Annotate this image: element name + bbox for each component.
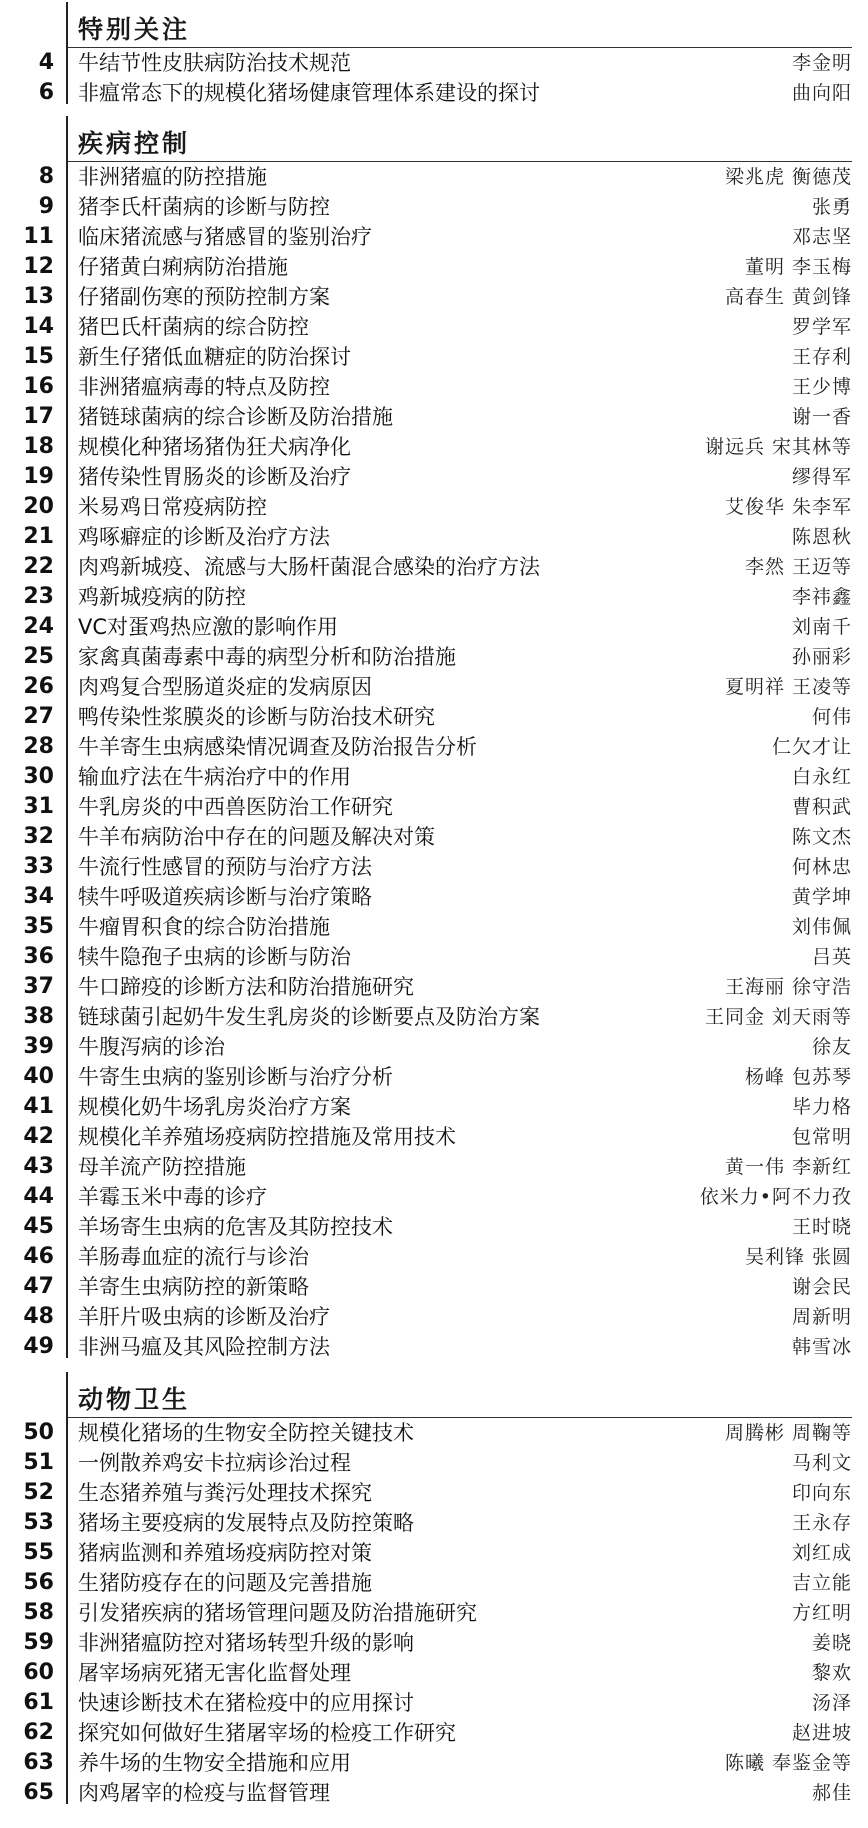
page-number: 6 <box>38 80 54 105</box>
page-number: 51 <box>23 1450 54 1475</box>
article-title: VC对蛋鸡热应激的影响作用 <box>78 615 339 639</box>
page-number: 47 <box>23 1274 54 1299</box>
toc-entry[interactable] <box>0 642 868 672</box>
article-title: 规模化种猪场猪伪狂犬病净化 <box>78 435 351 459</box>
page-number: 26 <box>23 674 54 699</box>
article-author: 梁兆虎 衡德茂 <box>724 166 852 188</box>
article-title: 快速诊断技术在猪检疫中的应用探讨 <box>78 1691 414 1715</box>
article-author: 马利文 <box>791 1452 852 1474</box>
article-title: 非洲猪瘟病毒的特点及防控 <box>78 375 330 399</box>
page-number: 41 <box>23 1094 54 1119</box>
toc-entry[interactable] <box>0 462 868 492</box>
section-header <box>0 0 868 48</box>
article-title: 牛腹泻病的诊治 <box>78 1035 225 1059</box>
article-title: 猪链球菌病的综合诊断及防治措施 <box>78 405 393 429</box>
page-number: 40 <box>23 1064 54 1089</box>
toc-entry[interactable] <box>0 1478 868 1508</box>
article-title: 引发猪疾病的猪场管理问题及防治措施研究 <box>78 1601 477 1625</box>
page-number: 49 <box>23 1334 54 1359</box>
article-author: 王海丽 徐守浩 <box>724 976 852 998</box>
article-title: 家禽真菌毒素中毒的病型分析和防治措施 <box>78 645 456 669</box>
article-author: 刘南千 <box>791 616 852 638</box>
toc-entry[interactable] <box>0 282 868 312</box>
toc-entry[interactable] <box>0 1598 868 1628</box>
article-title: 猪病监测和养殖场疫病防控对策 <box>78 1541 372 1565</box>
article-author: 周新明 <box>791 1306 852 1328</box>
article-author: 李金明 <box>791 52 852 74</box>
toc-section <box>0 0 868 108</box>
article-title: 牛瘤胃积食的综合防治措施 <box>78 915 330 939</box>
toc-entry[interactable] <box>0 78 868 108</box>
article-author: 谢远兵 宋其林等 <box>704 436 852 458</box>
toc-section <box>0 108 868 1362</box>
toc-entry[interactable] <box>0 372 868 402</box>
toc-entry[interactable] <box>0 1302 868 1332</box>
toc-entry[interactable] <box>0 1448 868 1478</box>
article-author: 夏明祥 王凌等 <box>724 676 852 698</box>
page-number: 24 <box>23 614 54 639</box>
article-author: 艾俊华 朱李军 <box>724 496 852 518</box>
article-title: 鸡新城疫病的防控 <box>78 585 246 609</box>
article-title: 输血疗法在牛病治疗中的作用 <box>78 765 351 789</box>
article-author: 黄一伟 李新红 <box>724 1156 852 1178</box>
article-title: 肉鸡新城疫、流感与大肠杆菌混合感染的治疗方法 <box>78 555 540 579</box>
article-author: 李祎鑫 <box>791 586 852 608</box>
page-number: 16 <box>23 374 54 399</box>
toc-entry[interactable] <box>0 1212 868 1242</box>
section-entries <box>0 1418 868 1808</box>
page-number: 62 <box>23 1720 54 1745</box>
toc-entry[interactable] <box>0 582 868 612</box>
article-title: 牛寄生虫病的鉴别诊断与治疗分析 <box>78 1065 393 1089</box>
toc-entry[interactable] <box>0 1272 868 1302</box>
toc-entry[interactable] <box>0 1182 868 1212</box>
article-title: 羊肠毒血症的流行与诊治 <box>78 1245 309 1269</box>
page-number: 15 <box>23 344 54 369</box>
toc-entry[interactable] <box>0 1242 868 1272</box>
article-title: 牛羊布病防治中存在的问题及解决对策 <box>78 825 435 849</box>
article-author: 吉立能 <box>791 1572 852 1594</box>
article-title: 羊场寄生虫病的危害及其防控技术 <box>78 1215 393 1239</box>
page-number: 27 <box>23 704 54 729</box>
toc-entry[interactable] <box>0 1032 868 1062</box>
article-author: 王同金 刘天雨等 <box>704 1006 852 1028</box>
article-author: 姜晓 <box>811 1632 852 1654</box>
article-title: 临床猪流感与猪感冒的鉴别治疗 <box>78 225 372 249</box>
page-number: 35 <box>23 914 54 939</box>
article-author: 李然 王迈等 <box>744 556 852 578</box>
toc-entry[interactable] <box>0 1508 868 1538</box>
toc-entry[interactable] <box>0 972 868 1002</box>
article-title: 鸡啄癖症的诊断及治疗方法 <box>78 525 330 549</box>
article-author: 曲向阳 <box>791 82 852 104</box>
article-author: 吕英 <box>811 946 852 968</box>
page-number: 45 <box>23 1214 54 1239</box>
toc-entry[interactable] <box>0 732 868 762</box>
page-number: 4 <box>38 50 54 75</box>
toc-entry[interactable] <box>0 1152 868 1182</box>
page-number: 39 <box>23 1034 54 1059</box>
page-number: 60 <box>23 1660 54 1685</box>
page-number: 43 <box>23 1154 54 1179</box>
page-number: 44 <box>23 1184 54 1209</box>
page-number: 56 <box>23 1570 54 1595</box>
toc-entry[interactable] <box>0 1062 868 1092</box>
toc-entry[interactable] <box>0 1418 868 1448</box>
toc-entry[interactable] <box>0 492 868 522</box>
toc-entry[interactable] <box>0 1688 868 1718</box>
page-number: 65 <box>23 1780 54 1805</box>
page-number: 8 <box>38 164 54 189</box>
article-author: 赵进坡 <box>791 1722 852 1744</box>
article-author: 依米力•阿不力孜 <box>699 1186 852 1208</box>
article-author: 毕力格 <box>791 1096 852 1118</box>
page-number: 59 <box>23 1630 54 1655</box>
page-number: 22 <box>23 554 54 579</box>
page-number: 14 <box>23 314 54 339</box>
toc-entry[interactable] <box>0 852 868 882</box>
page-number: 19 <box>23 464 54 489</box>
toc-entry[interactable] <box>0 1332 868 1362</box>
article-title: 规模化奶牛场乳房炎治疗方案 <box>78 1095 351 1119</box>
toc-entry[interactable] <box>0 1718 868 1748</box>
article-title: 牛乳房炎的中西兽医防治工作研究 <box>78 795 393 819</box>
article-author: 吴利锋 张圆 <box>744 1246 852 1268</box>
article-title: 牛口蹄疫的诊断方法和防治措施研究 <box>78 975 414 999</box>
page-number: 55 <box>23 1540 54 1565</box>
page-number: 61 <box>23 1690 54 1715</box>
toc-entry[interactable] <box>0 432 868 462</box>
section-header <box>0 108 868 162</box>
toc-entry[interactable] <box>0 522 868 552</box>
toc-entry[interactable] <box>0 1658 868 1688</box>
article-title: 探究如何做好生猪屠宰场的检疫工作研究 <box>78 1721 456 1745</box>
toc-entry[interactable] <box>0 192 868 222</box>
page-number: 20 <box>23 494 54 519</box>
toc-entry[interactable] <box>0 1568 868 1598</box>
article-author: 孙丽彩 <box>791 646 852 668</box>
article-title: 非洲猪瘟防控对猪场转型升级的影响 <box>78 1631 414 1655</box>
page-number: 37 <box>23 974 54 999</box>
article-title: 规模化猪场的生物安全防控关键技术 <box>78 1421 414 1445</box>
article-author: 王存利 <box>791 346 852 368</box>
page-number: 34 <box>23 884 54 909</box>
article-title: 链球菌引起奶牛发生乳房炎的诊断要点及防治方案 <box>78 1005 540 1029</box>
article-author: 刘伟佩 <box>791 916 852 938</box>
toc-entry[interactable] <box>0 1778 868 1808</box>
article-author: 陈文杰 <box>791 826 852 848</box>
toc-entry[interactable] <box>0 342 868 372</box>
toc-entry[interactable] <box>0 1002 868 1032</box>
page-number: 48 <box>23 1304 54 1329</box>
article-title: 非洲猪瘟的防控措施 <box>78 165 267 189</box>
article-author: 王时晓 <box>791 1216 852 1238</box>
toc-entry[interactable] <box>0 48 868 78</box>
toc-entry[interactable] <box>0 222 868 252</box>
page-number: 33 <box>23 854 54 879</box>
page-number: 11 <box>23 224 54 249</box>
toc-entry[interactable] <box>0 612 868 642</box>
toc-entry[interactable] <box>0 1538 868 1568</box>
article-title: 非洲马瘟及其风险控制方法 <box>78 1335 330 1359</box>
article-author: 包常明 <box>791 1126 852 1148</box>
section-title: 特别关注 <box>78 15 191 44</box>
page-number: 12 <box>23 254 54 279</box>
page-number: 46 <box>23 1244 54 1269</box>
page-number: 9 <box>38 194 54 219</box>
page-number: 18 <box>23 434 54 459</box>
article-title: 生态猪养殖与粪污处理技术探究 <box>78 1481 372 1505</box>
page-number: 28 <box>23 734 54 759</box>
article-title: 猪传染性胃肠炎的诊断及治疗 <box>78 465 351 489</box>
article-title: 规模化羊养殖场疫病防控措施及常用技术 <box>78 1125 456 1149</box>
article-author: 何伟 <box>811 706 852 728</box>
article-author: 何林忠 <box>791 856 852 878</box>
section-entries <box>0 48 868 108</box>
article-author: 王少博 <box>791 376 852 398</box>
article-title: 养牛场的生物安全措施和应用 <box>78 1751 351 1775</box>
toc-entry[interactable] <box>0 312 868 342</box>
toc-section <box>0 1362 868 1808</box>
section-title: 动物卫生 <box>78 1385 191 1414</box>
article-author: 谢会民 <box>791 1276 852 1298</box>
toc-entry[interactable] <box>0 822 868 852</box>
page-number: 63 <box>23 1750 54 1775</box>
article-author: 张勇 <box>811 196 852 218</box>
toc-entry[interactable] <box>0 672 868 702</box>
page-number: 13 <box>23 284 54 309</box>
article-author: 王永存 <box>791 1512 852 1534</box>
article-title: 羊寄生虫病防控的新策略 <box>78 1275 309 1299</box>
article-author: 汤泽 <box>811 1692 852 1714</box>
article-title: 猪李氏杆菌病的诊断与防控 <box>78 195 330 219</box>
article-author: 方红明 <box>791 1602 852 1624</box>
article-title: 非瘟常态下的规模化猪场健康管理体系建设的探讨 <box>78 81 540 105</box>
toc-entry[interactable] <box>0 552 868 582</box>
article-title: 牛羊寄生虫病感染情况调查及防治报告分析 <box>78 735 477 759</box>
page-number: 31 <box>23 794 54 819</box>
toc-entry[interactable] <box>0 1628 868 1658</box>
toc-entry[interactable] <box>0 402 868 432</box>
article-title: 母羊流产防控措施 <box>78 1155 246 1179</box>
toc-entry[interactable] <box>0 912 868 942</box>
article-title: 肉鸡屠宰的检疫与监督管理 <box>78 1781 330 1805</box>
article-author: 印向东 <box>791 1482 852 1504</box>
article-author: 仁欠才让 <box>771 736 852 758</box>
article-title: 屠宰场病死猪无害化监督处理 <box>78 1661 351 1685</box>
toc-entry[interactable] <box>0 1748 868 1778</box>
article-author: 罗学军 <box>791 316 852 338</box>
article-title: 肉鸡复合型肠道炎症的发病原因 <box>78 675 372 699</box>
section-title: 疾病控制 <box>78 129 191 158</box>
page-number: 17 <box>23 404 54 429</box>
toc-entry[interactable] <box>0 1122 868 1152</box>
article-author: 高春生 黄剑锋 <box>724 286 852 308</box>
article-author: 陈曦 奉鉴金等 <box>724 1752 852 1774</box>
article-author: 陈恩秋 <box>791 526 852 548</box>
article-author: 黄学坤 <box>791 886 852 908</box>
article-title: 犊牛呼吸道疾病诊断与治疗策略 <box>78 885 372 909</box>
page-number: 23 <box>23 584 54 609</box>
page-number: 36 <box>23 944 54 969</box>
article-title: 羊霉玉米中毒的诊疗 <box>78 1185 267 1209</box>
section-header <box>0 1362 868 1418</box>
article-author: 周腾彬 周鞠等 <box>724 1422 852 1444</box>
article-title: 牛流行性感冒的预防与治疗方法 <box>78 855 372 879</box>
page-number: 32 <box>23 824 54 849</box>
page-number: 58 <box>23 1600 54 1625</box>
article-author: 韩雪冰 <box>791 1336 852 1358</box>
article-author: 白永红 <box>791 766 852 788</box>
article-author: 曹积武 <box>791 796 852 818</box>
toc-entry[interactable] <box>0 252 868 282</box>
article-author: 杨峰 包苏琴 <box>744 1066 852 1088</box>
page-number: 30 <box>23 764 54 789</box>
page-number: 52 <box>23 1480 54 1505</box>
article-author: 徐友 <box>811 1036 852 1058</box>
toc-entry[interactable] <box>0 162 868 192</box>
toc-entry[interactable] <box>0 762 868 792</box>
article-title: 犊牛隐孢子虫病的诊断与防治 <box>78 945 351 969</box>
article-author: 黎欢 <box>811 1662 852 1684</box>
toc-entry[interactable] <box>0 942 868 972</box>
article-author: 郝佳 <box>811 1782 852 1804</box>
article-author: 谢一香 <box>791 406 852 428</box>
page-number: 25 <box>23 644 54 669</box>
page-number: 42 <box>23 1124 54 1149</box>
article-title: 牛结节性皮肤病防治技术规范 <box>78 51 351 75</box>
toc-entry[interactable] <box>0 1092 868 1122</box>
page-number: 38 <box>23 1004 54 1029</box>
toc-entry[interactable] <box>0 792 868 822</box>
article-author: 刘红成 <box>791 1542 852 1564</box>
page-number: 50 <box>23 1420 54 1445</box>
article-author: 缪得军 <box>791 466 852 488</box>
article-title: 仔猪副伤寒的预防控制方案 <box>78 285 330 309</box>
article-title: 一例散养鸡安卡拉病诊治过程 <box>78 1451 351 1475</box>
article-title: 米易鸡日常疫病防控 <box>78 495 267 519</box>
page-number: 21 <box>23 524 54 549</box>
article-title: 新生仔猪低血糖症的防治探讨 <box>78 345 351 369</box>
article-title: 鸭传染性浆膜炎的诊断与防治技术研究 <box>78 705 435 729</box>
article-title: 猪巴氏杆菌病的综合防控 <box>78 315 309 339</box>
article-title: 生猪防疫存在的问题及完善措施 <box>78 1571 372 1595</box>
article-title: 仔猪黄白痢病防治措施 <box>78 255 288 279</box>
toc-entry[interactable] <box>0 882 868 912</box>
section-entries <box>0 162 868 1362</box>
article-author: 邓志坚 <box>791 226 852 248</box>
page-number: 53 <box>23 1510 54 1535</box>
article-author: 董明 李玉梅 <box>744 256 852 278</box>
article-title: 羊肝片吸虫病的诊断及治疗 <box>78 1305 330 1329</box>
article-title: 猪场主要疫病的发展特点及防控策略 <box>78 1511 414 1535</box>
toc-entry[interactable] <box>0 702 868 732</box>
